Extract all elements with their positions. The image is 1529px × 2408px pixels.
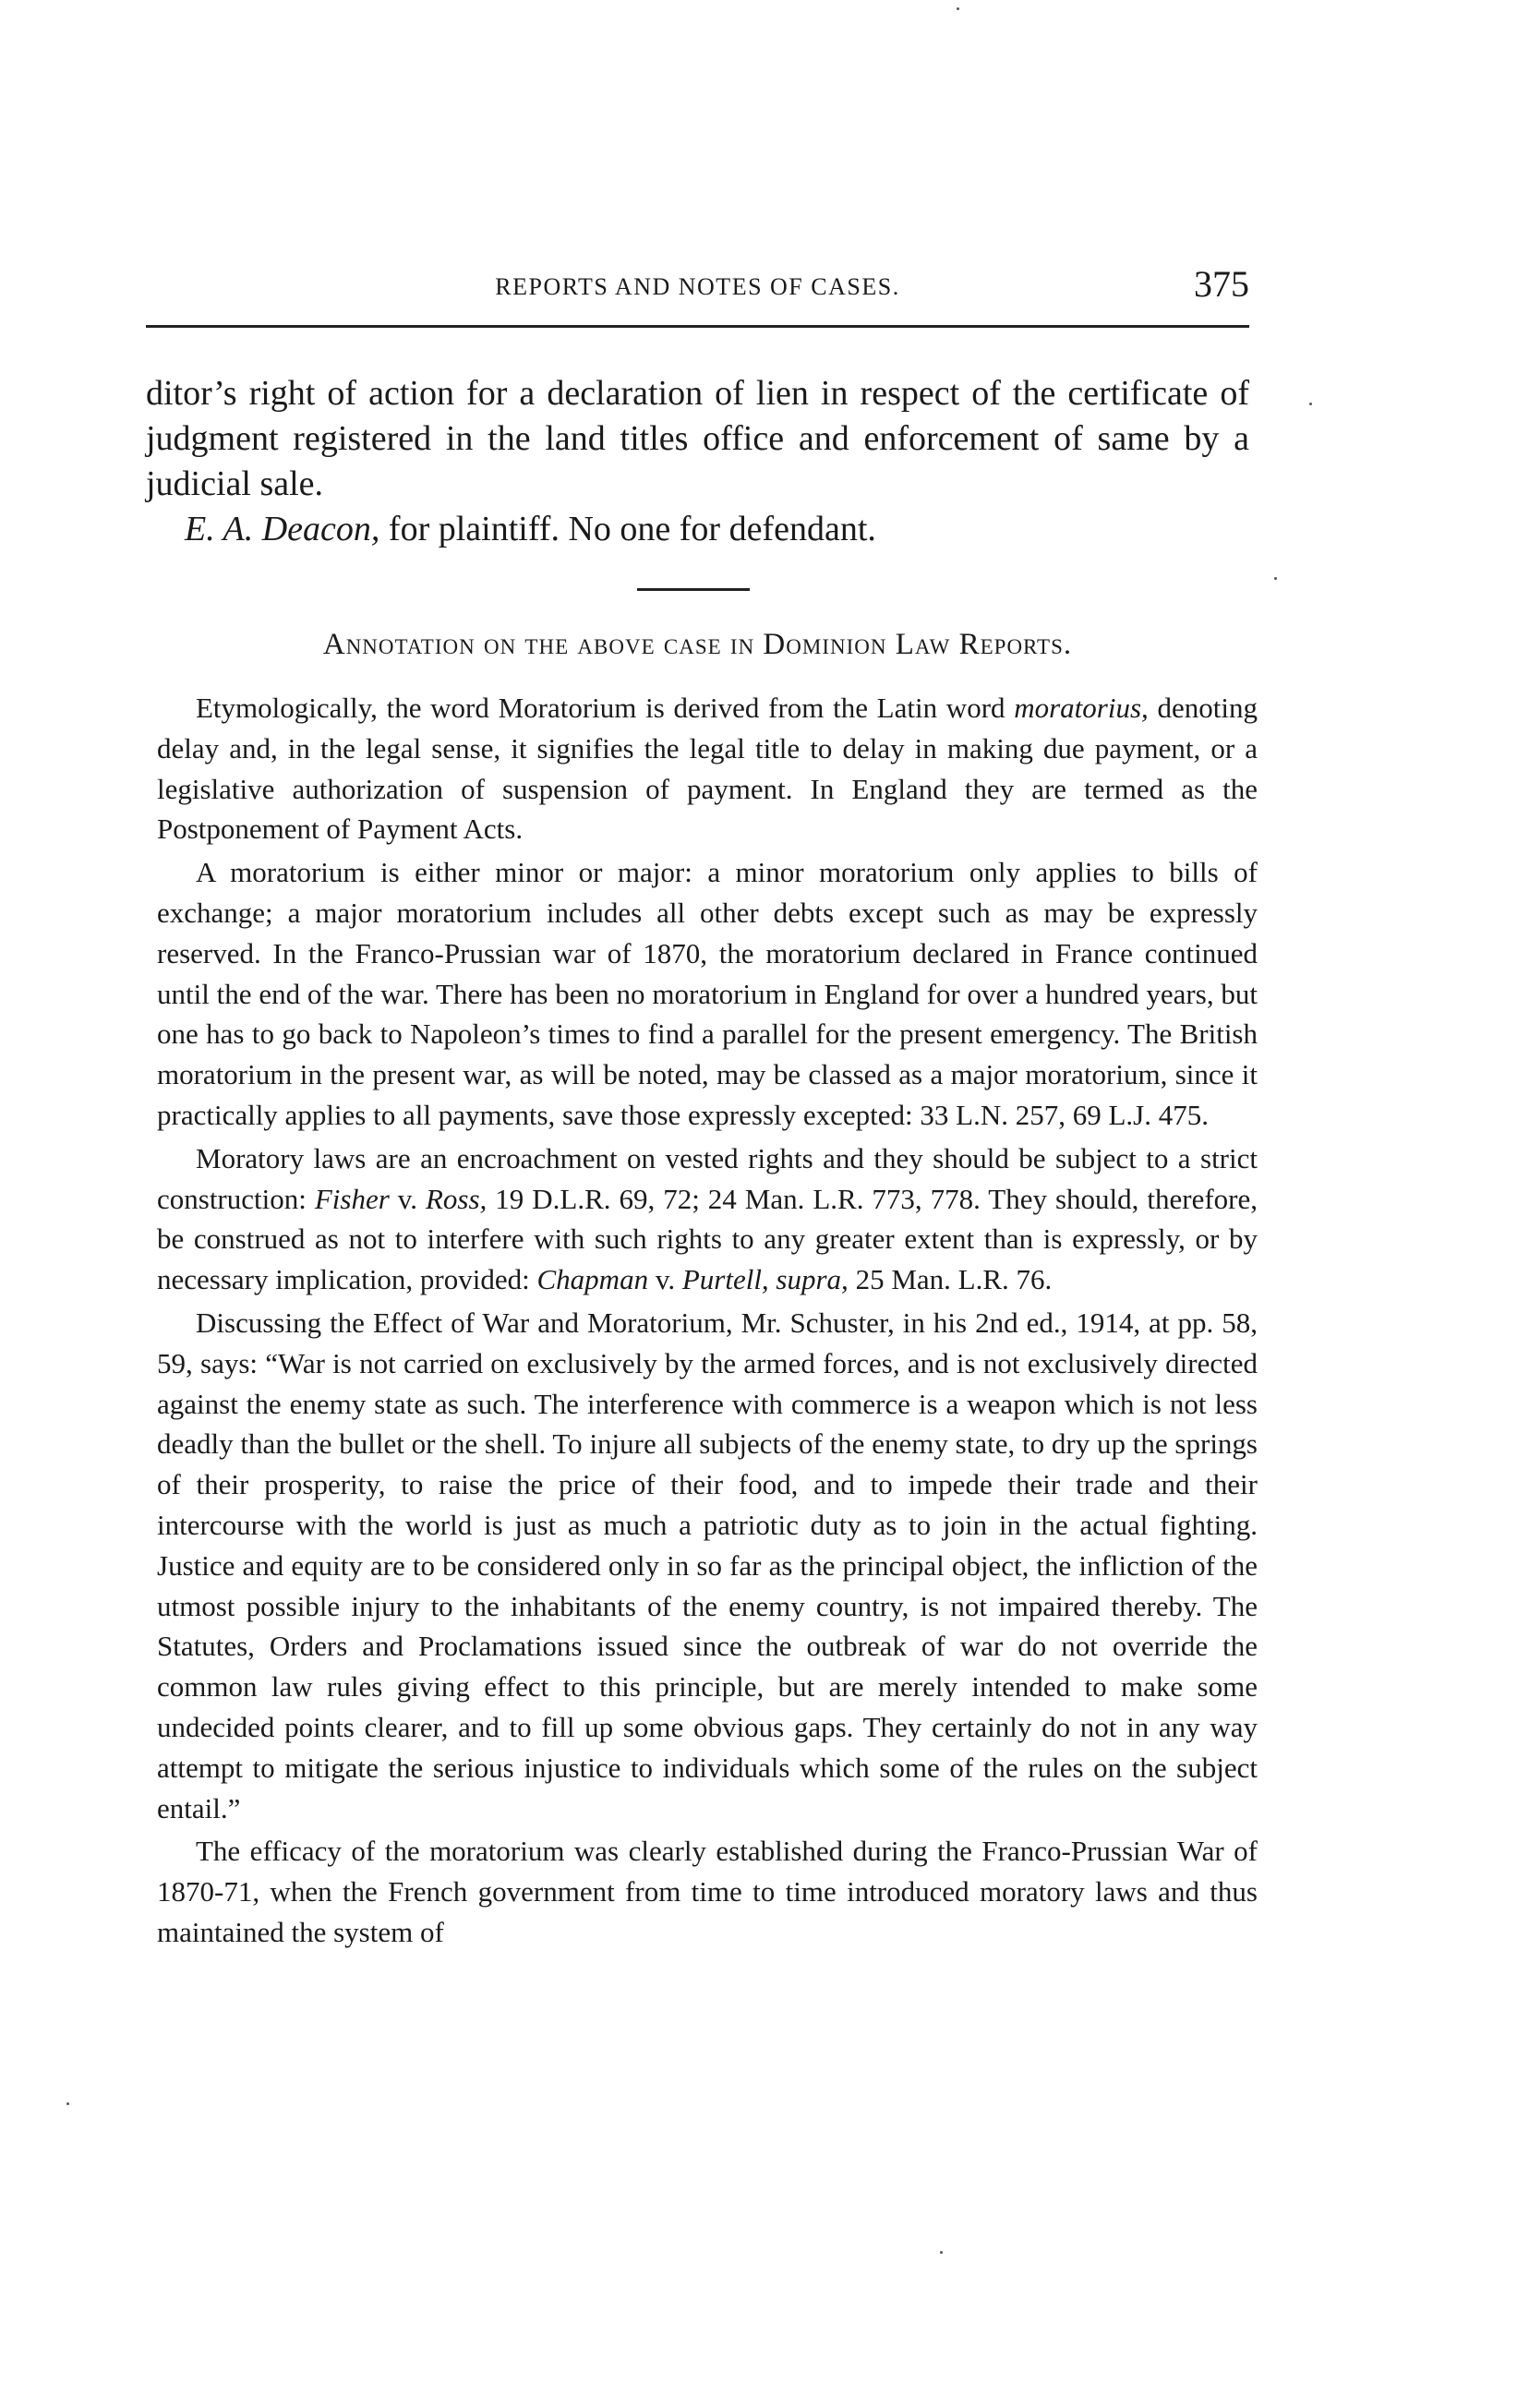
p1-latin-term: moratorius, (1014, 692, 1149, 724)
annotation-paragraph-1 (157, 688, 1258, 849)
p1-before: Etymologically, the word Moratorium is derived from the Latin word (196, 692, 1015, 724)
p3-case2-party-a: Chapman (536, 1263, 649, 1296)
annotation-body (157, 688, 1258, 1953)
p3-case2-party-b: Purtell, supra, (681, 1263, 849, 1296)
scan-speck (66, 2102, 69, 2105)
running-title: REPORTS AND NOTES OF CASES. (495, 273, 900, 300)
scan-speck (957, 7, 959, 10)
carryover-text-block (146, 371, 1249, 552)
p3-text-c: 25 Man. L.R. 76. (848, 1263, 1053, 1296)
counsel-plaintiff-name: E. A. Deacon, (185, 510, 380, 548)
scan-speck (1274, 577, 1277, 580)
p3-text-a: Moratory laws are an encroachment on vested rights and they should be subject to a strict construction: (157, 1141, 1258, 1215)
p1-after: denoting delay and, in the legal sense, it signifies the legal title to delay in making due payment, or a legislative authorization of suspension of payment. In England they are termed as the Postponement of Payment Acts. (157, 692, 1258, 846)
counsel-plaintiff-role: for plaintiff. (379, 510, 560, 548)
p3-case1-party-b: Ross, (425, 1182, 488, 1215)
scan-speck (1309, 403, 1312, 405)
p3-versus-1: v. (389, 1182, 426, 1215)
annotation-paragraph-2: A moratorium is either minor or major: a minor moratorium only applies to bills of exchange; a major moratorium includes all other debts except such as may be expressly reserved. In the Franco-Prussian war of 1870, the moratorium declared in France continued until the end of the war. There has been no moratorium in England for over a hundred years, but one has to go back to Napoleon’s times to find a parallel for the present emergency. The British moratorium in the present war, as will be noted, may be classed as a major moratorium, since it practically applies to all payments, save those expressly excepted: 33 L.N. 257, 69 L.J. 475. (157, 856, 1258, 1131)
running-head (146, 263, 1249, 323)
carryover-paragraph: ditor’s right of action for a declaration of lien in respect of the certificate of judgment registered in the land titles office and enforcement of same by a judicial sale. (146, 374, 1249, 503)
p3-case1-party-a: Fisher (314, 1182, 390, 1215)
p3-text-b: 19 D.L.R. 69, 72; 24 Man. L.R. 773, 778. They should, therefore, be construed as not to interfere with such rights to any greater extent than is expressly, or by necessary implication, provided: (157, 1182, 1258, 1296)
annotation-paragraph-3 (157, 1138, 1258, 1300)
p3-versus-2: v. (648, 1263, 682, 1296)
page-number: 375 (1194, 263, 1249, 305)
scan-speck (940, 2251, 943, 2254)
section-divider-rule (637, 588, 750, 591)
header-rule (146, 325, 1249, 328)
annotation-paragraph-5: The efficacy of the moratorium was clearly established during the Franco-Prussian War of 1870-71, when the French government from time to time introduced moratory laws and thus maintained the system of (157, 1835, 1258, 1948)
counsel-line (146, 507, 1249, 552)
annotation-paragraph-4: Discussing the Effect of War and Moratorium, Mr. Schuster, in his 2nd ed., 1914, at pp. 58, 59, says: “War is not carried on exclusively by the armed forces, and is not exclusively directed against the enemy state as such. The interference with commerce is a weapon which is not less deadly than the bullet or the shell. To injure all subjects of the enemy state, to dry up the springs of their prosperity, to raise the price of their food, and to impede their trade and their intercourse with the world is just as much a patriotic duty as to join in the actual fighting. Justice and equity are to be considered only in so far as the principal object, the infliction of the utmost possible injury to the inhabitants of the enemy country, is not impaired thereby. The Statutes, Orders and Proclamations issued since the outbreak of war do not override the common law rules giving effect to this principle, but are merely intended to make some undecided points clearer, and to fill up some obvious gaps. They certainly do not in any way attempt to mitigate the serious injustice to individuals which some of the rules on the subject entail.” (157, 1306, 1258, 1824)
annotation-heading: Annotation on the above case in Dominion Law Reports. (322, 628, 1073, 661)
counsel-defendant: No one for defendant. (559, 510, 876, 548)
